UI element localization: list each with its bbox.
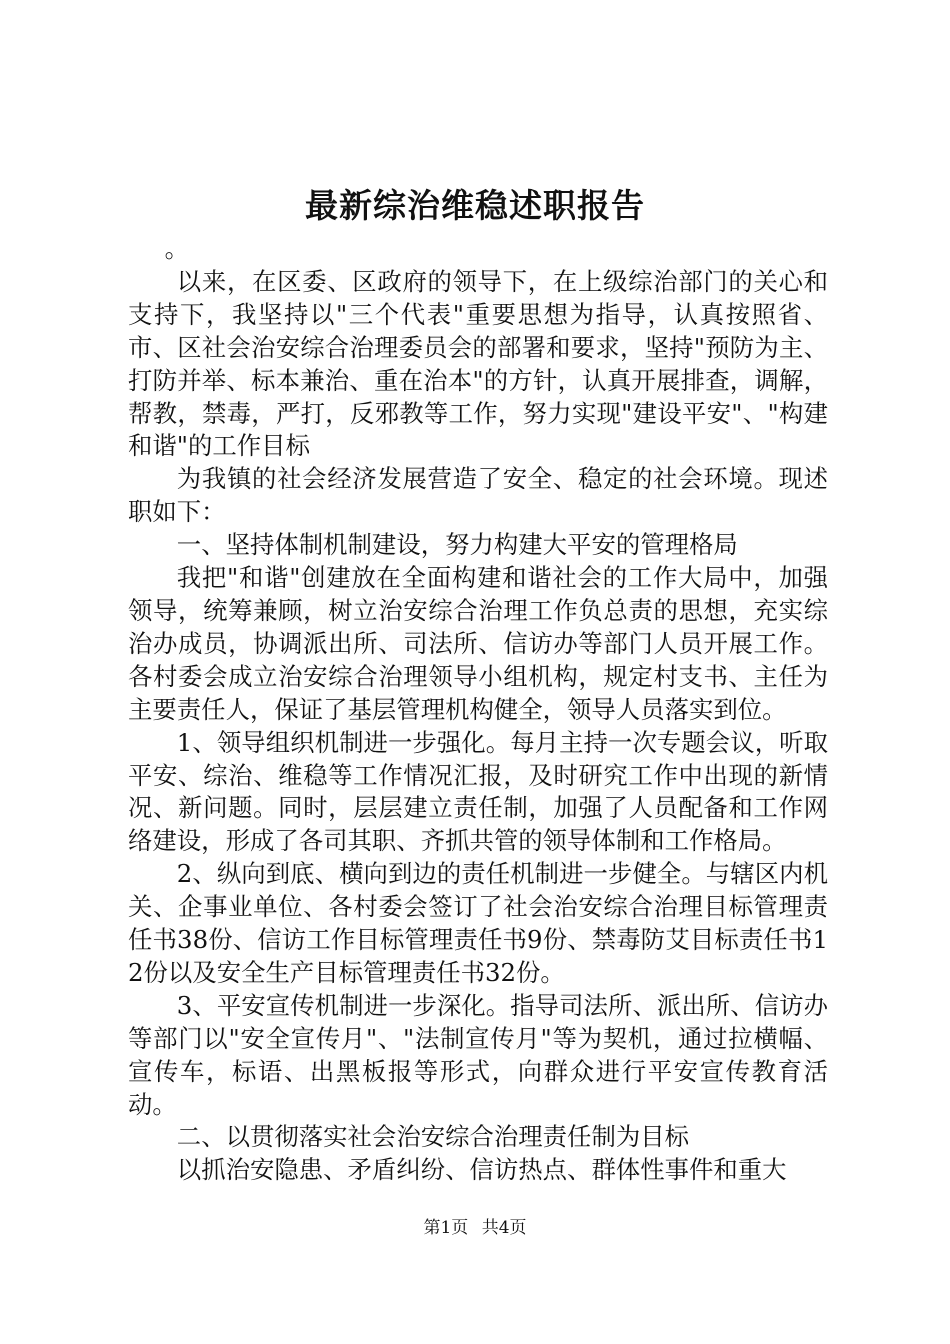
- page-footer: [0, 1216, 950, 1240]
- section-heading: 一、坚持体制机制建设，努力构建大平安的管理格局: [176, 530, 738, 560]
- paragraph: 2、纵向到底、横向到边的责任机制进一步健全。与辖区内机关、企事业单位、各村委会签订了社会治安综合治理目标管理责任书38份、信访工作目标管理责任书9份、禁毒防艾目标责任书12份以及安全生产目标管理责任书32份。: [128, 859, 828, 987]
- section-heading: 二、以贯彻落实社会治安综合治理责任制为目标: [176, 1122, 690, 1152]
- paragraph: 以抓治安隐患、矛盾纠纷、信访热点、群体性事件和重大: [176, 1155, 787, 1185]
- paragraph: 3、平安宣传机制进一步深化。指导司法所、派出所、信访办等部门以"安全宣传月"、"法制宣传月"等为契机，通过拉横幅、宣传车，标语、出黑板报等形式，向群众进行平安宣传教育活动。: [128, 990, 828, 1119]
- document-body: [128, 233, 828, 1187]
- page-total: 共4页: [481, 1218, 527, 1238]
- document-title: 最新综治维稳述职报告: [305, 186, 645, 225]
- paragraph: 我把"和谐"创建放在全面构建和谐社会的工作大局中，加强领导，统筹兼顾，树立治安综合治理工作负总责的思想，充实综治办成员，协调派出所、司法所、信访办等部门人员开展工作。各村委会成立治安综合治理领导小组机构，规定村支书、主任为主要责任人，保证了基层管理机构健全，领导人员落实到位。: [128, 563, 828, 724]
- page-number: 第1页: [423, 1218, 469, 1238]
- paragraph: 为我镇的社会经济发展营造了安全、稳定的社会环境。现述职如下：: [128, 464, 828, 527]
- paragraph: 以来，在区委、区政府的领导下，在上级综治部门的关心和支持下，我坚持以"三个代表"重要思想为指导，认真按照省、市、区社会治安综合治理委员会的部署和要求，坚持"预防为主、打防并举、标本兼治、重在治本"的方针，认真开展排查，调解，帮教，禁毒，严打，反邪教等工作，努力实现"建设平安"、"构建和谐"的工作目标: [128, 266, 828, 461]
- paragraph: 。: [164, 234, 189, 263]
- paragraph: 1、领导组织机制进一步强化。每月主持一次专题会议，听取平安、综治、维稳等工作情况汇报，及时研究工作中出现的新情况、新问题。同时，层层建立责任制，加强了人员配备和工作网络建设，形成了各司其职、齐抓共管的领导体制和工作格局。: [128, 727, 828, 856]
